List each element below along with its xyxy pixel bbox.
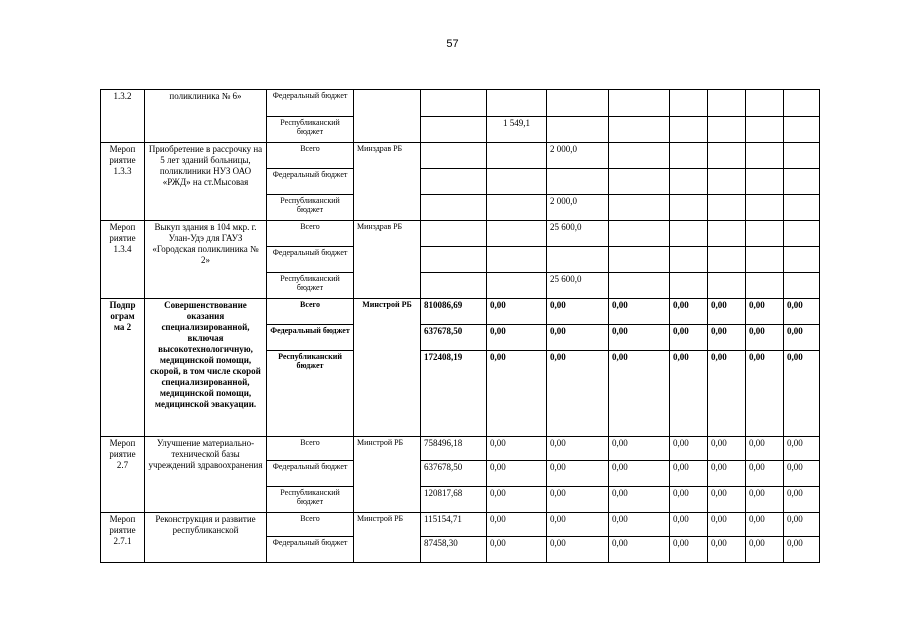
- table-row: [101, 143, 820, 169]
- value-cell: 0,00: [746, 461, 784, 487]
- value-cell: [670, 169, 708, 195]
- value-cell: 0,00: [487, 487, 547, 513]
- budget-table: [100, 89, 820, 563]
- table-row: [101, 299, 820, 325]
- executor: Минстрой РБ: [354, 513, 421, 563]
- value-cell: [746, 273, 784, 299]
- value-cell: [487, 169, 547, 195]
- value-cell: 0,00: [784, 299, 820, 325]
- value-cell: [746, 195, 784, 221]
- value-cell: 2 000,0: [547, 143, 609, 169]
- value-cell: [609, 117, 670, 143]
- value-cell: [421, 117, 487, 143]
- executor: Минздрав РБ: [354, 221, 421, 299]
- activity-name: Улучшение материально-технической базы учреждений здравоохранения: [145, 437, 267, 513]
- value-cell: [708, 195, 746, 221]
- value-cell: [487, 247, 547, 273]
- activity-name: Выкуп здания в 104 мкр. г. Улан-Удэ для ГАУЗ «Городская поликлиника № 2»: [145, 221, 267, 299]
- value-cell: 0,00: [708, 461, 746, 487]
- budget-source: Федеральный бюджет: [267, 325, 354, 351]
- budget-source: Всего: [267, 513, 354, 537]
- budget-source: Федеральный бюджет: [267, 90, 354, 117]
- value-cell: 0,00: [784, 537, 820, 563]
- value-cell: 0,00: [670, 437, 708, 461]
- value-cell: 0,00: [609, 513, 670, 537]
- executor: Минстрой РБ: [354, 437, 421, 513]
- activity-name: Приобретение в рассрочку на 5 лет зданий больницы, поликлиники НУЗ ОАО «РЖД» на ст.Мысовая: [145, 143, 267, 221]
- activity-name: поликлиника № 6»: [145, 90, 267, 143]
- value-cell: 0,00: [547, 487, 609, 513]
- value-cell: 0,00: [609, 299, 670, 325]
- value-cell: [746, 221, 784, 247]
- value-cell: [784, 273, 820, 299]
- value-cell: 0,00: [609, 437, 670, 461]
- value-cell: [547, 90, 609, 117]
- value-cell: [421, 195, 487, 221]
- value-cell: 115154,71: [421, 513, 487, 537]
- value-cell: [670, 90, 708, 117]
- budget-source: Всего: [267, 221, 354, 247]
- value-cell: [746, 169, 784, 195]
- value-cell: 0,00: [746, 537, 784, 563]
- value-cell: 0,00: [670, 537, 708, 563]
- value-cell: [784, 90, 820, 117]
- value-cell: [421, 143, 487, 169]
- table-row: [101, 513, 820, 537]
- value-cell: 1 549,1: [487, 117, 547, 143]
- value-cell: 0,00: [746, 351, 784, 437]
- value-cell: [547, 169, 609, 195]
- budget-source: Федеральный бюджет: [267, 461, 354, 487]
- value-cell: 0,00: [609, 351, 670, 437]
- value-cell: [708, 90, 746, 117]
- value-cell: 0,00: [547, 437, 609, 461]
- value-cell: 172408,19: [421, 351, 487, 437]
- value-cell: [421, 221, 487, 247]
- value-cell: 0,00: [487, 461, 547, 487]
- value-cell: 0,00: [670, 325, 708, 351]
- value-cell: 0,00: [708, 299, 746, 325]
- value-cell: [784, 143, 820, 169]
- value-cell: [609, 169, 670, 195]
- value-cell: 0,00: [670, 461, 708, 487]
- value-cell: 0,00: [609, 461, 670, 487]
- value-cell: [746, 90, 784, 117]
- value-cell: [487, 90, 547, 117]
- value-cell: 0,00: [784, 325, 820, 351]
- value-cell: 0,00: [609, 325, 670, 351]
- value-cell: [670, 273, 708, 299]
- value-cell: 0,00: [547, 351, 609, 437]
- value-cell: 0,00: [784, 513, 820, 537]
- value-cell: [708, 273, 746, 299]
- value-cell: 0,00: [487, 437, 547, 461]
- value-cell: [487, 143, 547, 169]
- value-cell: 810086,69: [421, 299, 487, 325]
- value-cell: 0,00: [670, 487, 708, 513]
- value-cell: [609, 195, 670, 221]
- value-cell: [487, 221, 547, 247]
- budget-source: Федеральный бюджет: [267, 537, 354, 563]
- table-row: [101, 221, 820, 247]
- table-row: [101, 90, 820, 117]
- value-cell: 0,00: [746, 437, 784, 461]
- budget-source: Республиканский бюджет: [267, 195, 354, 221]
- activity-code: 1.3.2: [101, 90, 145, 143]
- value-cell: [670, 143, 708, 169]
- budget-source: Федеральный бюджет: [267, 247, 354, 273]
- value-cell: [708, 247, 746, 273]
- value-cell: [421, 169, 487, 195]
- value-cell: 0,00: [487, 513, 547, 537]
- table-row: [101, 437, 820, 461]
- value-cell: [670, 195, 708, 221]
- value-cell: 0,00: [784, 487, 820, 513]
- value-cell: 0,00: [670, 299, 708, 325]
- value-cell: [609, 273, 670, 299]
- value-cell: [708, 117, 746, 143]
- value-cell: 0,00: [547, 513, 609, 537]
- budget-source: Республиканский бюджет: [267, 351, 354, 437]
- value-cell: 25 600,0: [547, 273, 609, 299]
- value-cell: [547, 117, 609, 143]
- value-cell: 0,00: [547, 299, 609, 325]
- value-cell: [609, 221, 670, 247]
- value-cell: 87458,30: [421, 537, 487, 563]
- budget-source: Республиканский бюджет: [267, 273, 354, 299]
- value-cell: 2 000,0: [547, 195, 609, 221]
- value-cell: 0,00: [708, 513, 746, 537]
- value-cell: 0,00: [487, 325, 547, 351]
- value-cell: [784, 195, 820, 221]
- value-cell: 0,00: [784, 437, 820, 461]
- value-cell: 0,00: [746, 513, 784, 537]
- value-cell: 0,00: [487, 537, 547, 563]
- value-cell: 0,00: [708, 437, 746, 461]
- value-cell: [784, 117, 820, 143]
- value-cell: [708, 143, 746, 169]
- activity-name: Реконструкция и развитие республиканской: [145, 513, 267, 563]
- value-cell: [487, 195, 547, 221]
- page-number: 57: [446, 38, 459, 50]
- value-cell: [547, 247, 609, 273]
- budget-source: Федеральный бюджет: [267, 169, 354, 195]
- value-cell: [708, 221, 746, 247]
- value-cell: 120817,68: [421, 487, 487, 513]
- value-cell: 25 600,0: [547, 221, 609, 247]
- value-cell: 0,00: [746, 299, 784, 325]
- value-cell: [670, 221, 708, 247]
- value-cell: [421, 90, 487, 117]
- value-cell: 0,00: [487, 299, 547, 325]
- value-cell: 0,00: [670, 351, 708, 437]
- value-cell: 0,00: [609, 487, 670, 513]
- executor: Минздрав РБ: [354, 143, 421, 221]
- value-cell: 0,00: [784, 351, 820, 437]
- value-cell: [746, 143, 784, 169]
- value-cell: 0,00: [746, 325, 784, 351]
- value-cell: 0,00: [609, 537, 670, 563]
- value-cell: 0,00: [547, 537, 609, 563]
- value-cell: [609, 143, 670, 169]
- budget-source: Республиканский бюджет: [267, 487, 354, 513]
- value-cell: 0,00: [746, 487, 784, 513]
- value-cell: [784, 247, 820, 273]
- value-cell: 637678,50: [421, 461, 487, 487]
- executor: [354, 90, 421, 143]
- value-cell: 0,00: [547, 325, 609, 351]
- value-cell: 0,00: [784, 461, 820, 487]
- value-cell: [670, 247, 708, 273]
- executor: Минстрой РБ: [354, 299, 421, 437]
- activity-code: Мероп риятие 1.3.3: [101, 143, 145, 221]
- value-cell: 0,00: [708, 351, 746, 437]
- value-cell: 0,00: [708, 487, 746, 513]
- value-cell: [670, 117, 708, 143]
- value-cell: [487, 273, 547, 299]
- activity-code: Подпр ограм ма 2: [101, 299, 145, 437]
- activity-code: Мероп риятие 2.7.1: [101, 513, 145, 563]
- value-cell: [609, 247, 670, 273]
- value-cell: 0,00: [487, 351, 547, 437]
- activity-name: Совершенствование оказания специализированной, включая высокотехнологичную, медицинской помощи, скорой, в том числе скорой специализированной, медицинской помощи, медицинской эвакуации.: [145, 299, 267, 437]
- value-cell: 758496,18: [421, 437, 487, 461]
- budget-source: Всего: [267, 299, 354, 325]
- budget-source: Всего: [267, 437, 354, 461]
- value-cell: [746, 247, 784, 273]
- value-cell: [784, 221, 820, 247]
- budget-source: Всего: [267, 143, 354, 169]
- value-cell: 0,00: [708, 325, 746, 351]
- value-cell: [708, 169, 746, 195]
- value-cell: 637678,50: [421, 325, 487, 351]
- value-cell: [421, 273, 487, 299]
- value-cell: [421, 247, 487, 273]
- value-cell: 0,00: [547, 461, 609, 487]
- activity-code: Мероп риятие 2.7: [101, 437, 145, 513]
- budget-source: Республиканский бюджет: [267, 117, 354, 143]
- activity-code: Мероп риятие 1.3.4: [101, 221, 145, 299]
- value-cell: [609, 90, 670, 117]
- value-cell: [784, 169, 820, 195]
- value-cell: 0,00: [670, 513, 708, 537]
- value-cell: [746, 117, 784, 143]
- value-cell: 0,00: [708, 537, 746, 563]
